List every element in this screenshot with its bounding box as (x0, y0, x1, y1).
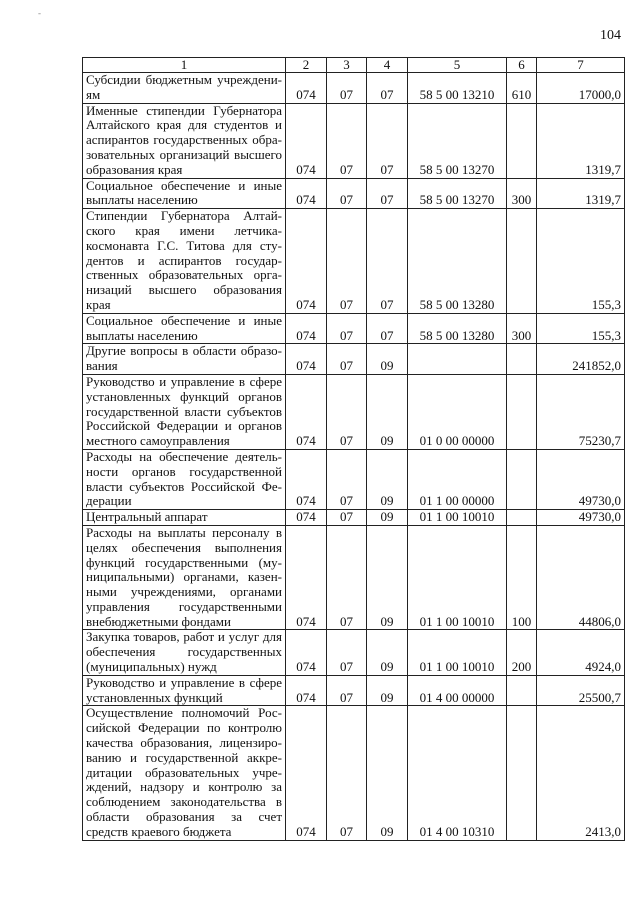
amount-cell: 49730,0 (537, 449, 625, 509)
vedomstvo-cell: 074 (286, 675, 327, 706)
amount-cell: 25500,7 (537, 675, 625, 706)
target-article-cell: 01 4 00 00000 (408, 675, 507, 706)
razdel-cell: 07 (327, 344, 367, 375)
expense-type-cell (507, 344, 537, 375)
razdel-cell: 07 (327, 374, 367, 449)
row-name-cell: Руководство и управление в сфере установленных функций органов государственной власти субъектов Российской Федерации и органов местного самоуправления (83, 374, 286, 449)
column-header: 5 (408, 58, 507, 73)
podrazdel-cell: 07 (367, 73, 408, 104)
amount-cell: 75230,7 (537, 374, 625, 449)
vedomstvo-cell: 074 (286, 525, 327, 630)
page-number: 104 (600, 28, 621, 43)
expense-type-cell: 300 (507, 313, 537, 344)
row-name-cell: Центральный аппарат (83, 510, 286, 526)
target-article-cell: 58 5 00 13280 (408, 313, 507, 344)
podrazdel-cell: 09 (367, 675, 408, 706)
row-name-cell: Именные стипендии Губернатора Алтайского края для студентов и аспирантов государственных обра-зовательных организаций высшего образования края (83, 103, 286, 178)
podrazdel-cell: 07 (367, 209, 408, 314)
expense-type-cell (507, 103, 537, 178)
podrazdel-cell: 09 (367, 449, 408, 509)
table-row (83, 178, 625, 209)
row-name-cell: Социальное обеспечение и иные выплаты населению (83, 313, 286, 344)
column-header: 3 (327, 58, 367, 73)
expense-type-cell (507, 706, 537, 840)
amount-cell: 1319,7 (537, 103, 625, 178)
target-article-cell: 01 4 00 10310 (408, 706, 507, 840)
target-article-cell: 01 1 00 00000 (408, 449, 507, 509)
header-row (83, 58, 625, 73)
expense-type-cell (507, 209, 537, 314)
target-article-cell: 01 0 00 00000 (408, 374, 507, 449)
podrazdel-cell: 09 (367, 525, 408, 630)
expense-type-cell: 300 (507, 178, 537, 209)
podrazdel-cell: 07 (367, 103, 408, 178)
row-name-cell: Расходы на обеспечение деятель-ности органов государственной власти субъектов Российской Фе-дерации (83, 449, 286, 509)
vedomstvo-cell: 074 (286, 103, 327, 178)
razdel-cell: 07 (327, 209, 367, 314)
table-row (83, 706, 625, 840)
expense-type-cell: 610 (507, 73, 537, 104)
row-name-cell: Стипендии Губернатора Алтай-ского края имени летчика-космонавта Г.С. Титова для сту-дентов и аспирантов государ-ственных образовательных орга-низаций высшего образования края (83, 209, 286, 314)
table-row (83, 374, 625, 449)
vedomstvo-cell: 074 (286, 374, 327, 449)
razdel-cell: 07 (327, 178, 367, 209)
vedomstvo-cell: 074 (286, 449, 327, 509)
expense-type-cell (507, 675, 537, 706)
podrazdel-cell: 07 (367, 313, 408, 344)
razdel-cell: 07 (327, 103, 367, 178)
amount-cell: 155,3 (537, 313, 625, 344)
vedomstvo-cell: 074 (286, 313, 327, 344)
row-name-cell: Социальное обеспечение и иные выплаты населению (83, 178, 286, 209)
razdel-cell: 07 (327, 313, 367, 344)
target-article-cell: 01 1 00 10010 (408, 630, 507, 675)
expense-type-cell: 100 (507, 525, 537, 630)
budget-table (82, 57, 625, 841)
podrazdel-cell: 09 (367, 510, 408, 526)
row-name-cell: Руководство и управление в сфере установленных функций (83, 675, 286, 706)
table-row (83, 675, 625, 706)
podrazdel-cell: 09 (367, 630, 408, 675)
target-article-cell: 58 5 00 13270 (408, 103, 507, 178)
row-name-cell: Другие вопросы в области образо-вания (83, 344, 286, 375)
amount-cell: 17000,0 (537, 73, 625, 104)
column-header: 2 (286, 58, 327, 73)
razdel-cell: 07 (327, 525, 367, 630)
table-row (83, 449, 625, 509)
table-row (83, 73, 625, 104)
vedomstvo-cell: 074 (286, 178, 327, 209)
vedomstvo-cell: 074 (286, 73, 327, 104)
row-name-cell: Субсидии бюджетным учреждени-ям (83, 73, 286, 104)
row-name-cell: Закупка товаров, работ и услуг для обеспечения государственных (муниципальных) нужд (83, 630, 286, 675)
expense-type-cell (507, 449, 537, 509)
row-name-cell: Осуществление полномочий Рос-сийской Федерации по контролю качества образования, лицензиро-ванию и государственной аккре-дитации образовательных учре-ждений, надзору и контролю за соблюдением законодательства в области образования за счет средств краевого бюджета (83, 706, 286, 840)
target-article-cell: 01 1 00 10010 (408, 510, 507, 526)
razdel-cell: 07 (327, 449, 367, 509)
razdel-cell: 07 (327, 675, 367, 706)
table-row (83, 344, 625, 375)
table-row (83, 630, 625, 675)
amount-cell: 2413,0 (537, 706, 625, 840)
target-article-cell: 58 5 00 13210 (408, 73, 507, 104)
target-article-cell: 58 5 00 13270 (408, 178, 507, 209)
podrazdel-cell: 07 (367, 178, 408, 209)
table-row (83, 510, 625, 526)
column-header: 7 (537, 58, 625, 73)
table-row (83, 209, 625, 314)
column-header: 1 (83, 58, 286, 73)
razdel-cell: 07 (327, 73, 367, 104)
vedomstvo-cell: 074 (286, 209, 327, 314)
column-header: 6 (507, 58, 537, 73)
podrazdel-cell: 09 (367, 344, 408, 375)
vedomstvo-cell: 074 (286, 510, 327, 526)
scan-mark: - (38, 8, 41, 18)
row-name-cell: Расходы на выплаты персоналу в целях обеспечения выполнения функций государственными (му-ниципальными) органами, казен-ными учреждениями, органами управления государственными внебюджетными фондами (83, 525, 286, 630)
target-article-cell (408, 344, 507, 375)
expense-type-cell: 200 (507, 630, 537, 675)
table-row (83, 103, 625, 178)
amount-cell: 44806,0 (537, 525, 625, 630)
vedomstvo-cell: 074 (286, 630, 327, 675)
amount-cell: 241852,0 (537, 344, 625, 375)
podrazdel-cell: 09 (367, 706, 408, 840)
column-header: 4 (367, 58, 408, 73)
amount-cell: 4924,0 (537, 630, 625, 675)
amount-cell: 1319,7 (537, 178, 625, 209)
razdel-cell: 07 (327, 510, 367, 526)
expense-type-cell (507, 510, 537, 526)
amount-cell: 49730,0 (537, 510, 625, 526)
expense-type-cell (507, 374, 537, 449)
razdel-cell: 07 (327, 630, 367, 675)
razdel-cell: 07 (327, 706, 367, 840)
amount-cell: 155,3 (537, 209, 625, 314)
podrazdel-cell: 09 (367, 374, 408, 449)
vedomstvo-cell: 074 (286, 344, 327, 375)
target-article-cell: 01 1 00 10010 (408, 525, 507, 630)
table-row (83, 525, 625, 630)
target-article-cell: 58 5 00 13280 (408, 209, 507, 314)
vedomstvo-cell: 074 (286, 706, 327, 840)
table-row (83, 313, 625, 344)
